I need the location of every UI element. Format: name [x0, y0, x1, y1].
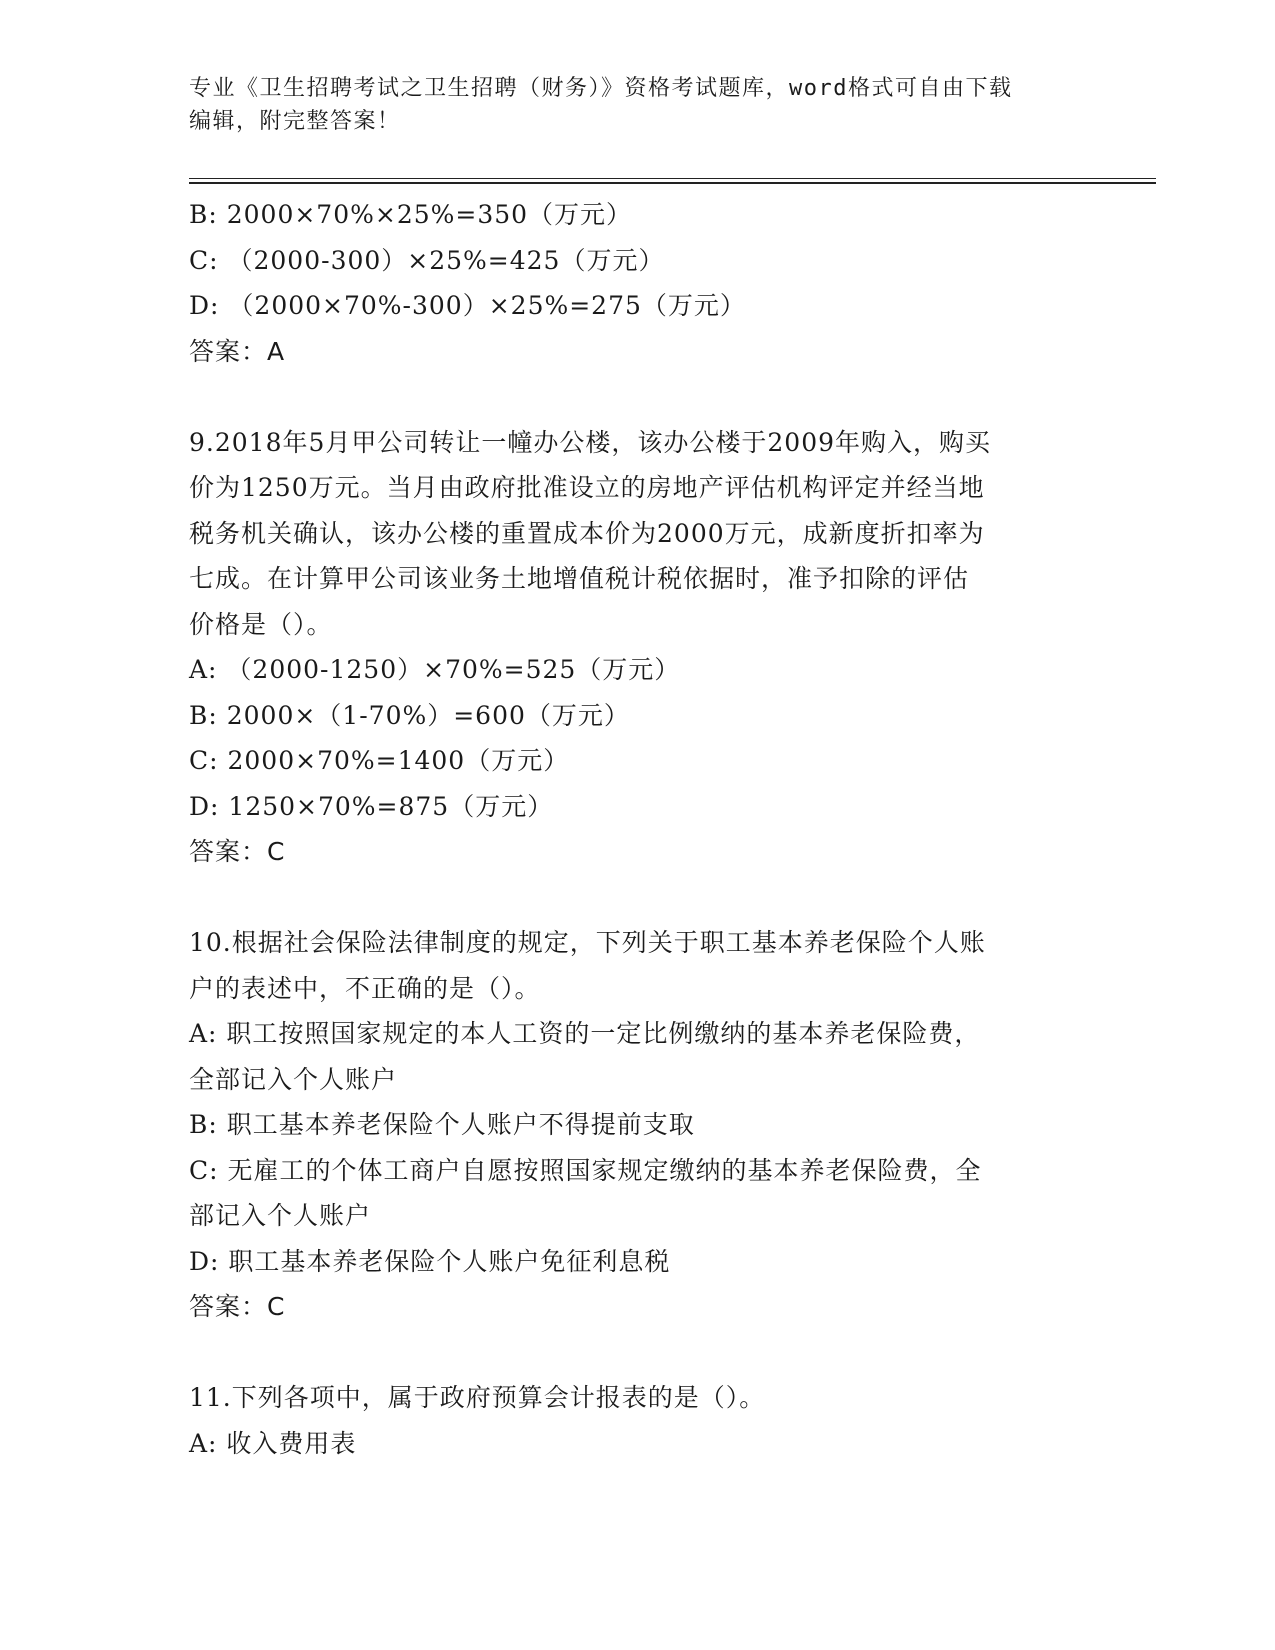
question-9: [189, 420, 1089, 875]
q11-option-a: A: 收入费用表: [189, 1428, 357, 1458]
q10-option-c-line-1: C: 无雇工的个体工商户自愿按照国家规定缴纳的基本养老保险费，全: [189, 1155, 982, 1185]
q10-stem-line-1: 10.根据社会保险法律制度的规定，下列关于职工基本养老保险个人账: [189, 928, 986, 957]
q10-answer: 答案：C: [189, 1292, 286, 1321]
spacer: [189, 875, 1089, 921]
header-divider-thin: [189, 178, 1156, 179]
question-8: [189, 192, 1089, 374]
q10-option-c-line-2: 部记入个人账户: [189, 1201, 372, 1230]
q10-option-b: B: 职工基本养老保险个人账户不得提前支取: [189, 1110, 695, 1139]
q8-option-c: C: （2000-300）×25%=425（万元）: [189, 245, 665, 275]
q8-option-d: D: （2000×70%-300）×25%=275（万元）: [189, 291, 746, 320]
spacer: [189, 1330, 1089, 1376]
q9-option-a: A: （2000-1250）×70%=525（万元）: [189, 655, 681, 684]
header-divider-thick: [189, 182, 1156, 184]
q9-stem-line-3: 税务机关确认，该办公楼的重置成本价为2000万元，成新度折扣率为: [189, 518, 985, 548]
q9-stem-line-4: 七成。在计算甲公司该业务土地增值税计税依据时，准予扣除的评估: [189, 564, 970, 593]
document-body: [189, 192, 1089, 1466]
document-header: [189, 72, 1089, 138]
q10-stem-line-2: 户的表述中，不正确的是（）。: [189, 973, 541, 1003]
q10-option-a-line-1: A: 职工按照国家规定的本人工资的一定比例缴纳的基本养老保险费，: [189, 1019, 981, 1048]
q10-option-d: D: 职工基本养老保险个人账户免征利息税: [189, 1246, 671, 1276]
q9-stem-line-1: 9.2018年5月甲公司转让一幢办公楼，该办公楼于2009年购入，购买: [189, 427, 992, 457]
q9-option-b: B: 2000×（1-70%）=600（万元）: [189, 700, 630, 730]
question-11: [189, 1375, 1089, 1466]
q9-answer: 答案：C: [189, 837, 286, 866]
header-line-2: 编辑，附完整答案！: [189, 109, 401, 134]
q9-option-c: C: 2000×70%=1400（万元）: [189, 746, 570, 775]
q10-option-a-line-2: 全部记入个人账户: [189, 1064, 398, 1094]
question-10: [189, 920, 1089, 1330]
header-line-1: 专业《卫生招聘考试之卫生招聘（财务）》资格考试题库，word格式可自由下载: [189, 76, 1013, 101]
q9-option-d: D: 1250×70%=875（万元）: [189, 791, 554, 821]
q9-stem-line-2: 价为1250万元。当月由政府批准设立的房地产评估机构评定并经当地: [189, 473, 985, 502]
q9-stem-line-5: 价格是（）。: [189, 609, 333, 639]
q11-stem: 11.下列各项中，属于政府预算会计报表的是（）。: [189, 1383, 766, 1412]
q8-answer: 答案：A: [189, 336, 286, 366]
spacer: [189, 374, 1089, 420]
q8-option-b: B: 2000×70%×25%=350（万元）: [189, 200, 633, 229]
